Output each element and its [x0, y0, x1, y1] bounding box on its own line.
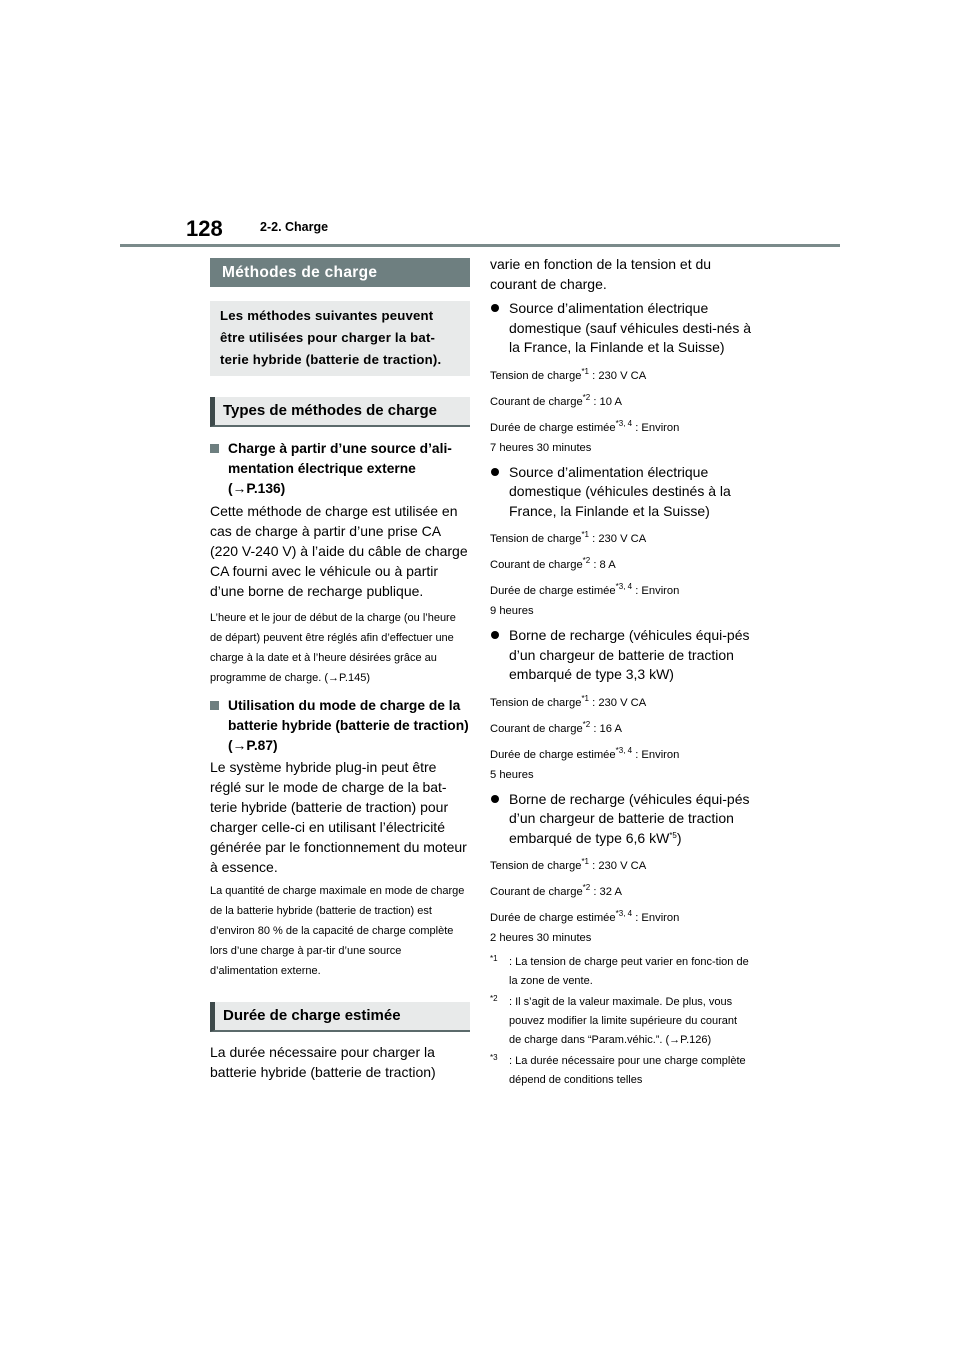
method-item-body: Cette méthode de charge est utilisée en cas de charge à partir d’une prise CA (220 V-240 V) à l’aide du câble de charge CA fourni avec le véhicule ou à partir d’une borne de recharge publique.	[210, 503, 468, 599]
bullet-dot-icon	[491, 468, 499, 476]
spec-current: Courant de charge$^{*2}$ : 8 A	[490, 556, 616, 571]
methods-banner: Méthodes de charge	[210, 258, 470, 287]
bullet-station-3kw	[490, 626, 752, 685]
square-bullet-icon	[210, 444, 219, 453]
method-item-external	[210, 439, 470, 499]
footnote	[490, 953, 752, 991]
footnote-mark: *3	[490, 1053, 498, 1062]
spec-duration-value: 5 heures	[490, 768, 534, 781]
footnote-text: : La tension de charge peut varier en fonc-tion de la zone de vente.	[509, 956, 749, 987]
bullet-title: Borne de recharge (véhicules équi-pés d’un chargeur de batterie de traction embarqué de type 6,6 $kW^{*5}$)	[509, 790, 750, 846]
spec-duration-value: 2 heures 30 minutes	[490, 932, 592, 944]
method-item-note: La quantité de charge maximale en mode de charge de la batterie hybride (batterie de traction) est d’environ 80 % de la capacité de charge complète lors d’une charge à par-tir d’une source d’alimentation externe.	[210, 885, 465, 977]
bullet-dot-icon	[491, 795, 499, 803]
method-item-hybrid-mode	[210, 696, 470, 756]
spec-voltage: Tension de charge$^{*1}$ : 230 V CA	[490, 693, 647, 709]
spec-voltage: Tension de charge$^{*1}$ : 230 V CA	[490, 366, 647, 382]
bullet-domestic-france	[490, 463, 752, 522]
spec-duration-value: 9 heures	[490, 605, 534, 617]
duration-body: La durée nécessaire pour charger la batterie hybride (batterie de traction)	[210, 1044, 436, 1080]
right-column	[490, 254, 752, 1090]
footnote-mark: *1	[490, 954, 498, 963]
bullet-title: Borne de recharge (véhicules équi-pés d’un chargeur de batterie de traction embarqué de type 3,3 kW)	[509, 627, 750, 682]
bullet-title: Source d’alimentation électrique domestique (sauf véhicules desti-nés à la France, la Finlande et la Suisse)	[509, 300, 752, 355]
spec-duration: Durée de charge estimée$^{*3, 4}$ : Environ	[490, 745, 680, 761]
continuation-text: varie en fonction de la tension et du courant de charge.	[490, 256, 712, 292]
bullet-domestic-standard	[490, 299, 752, 358]
spec-voltage: Tension de charge$^{*1}$ : 230 V CA	[490, 857, 647, 872]
spec-duration: Durée de charge estimée$^{*3, 4}$ : Environ	[490, 909, 680, 924]
header-rule	[120, 244, 840, 247]
method-item-title: Charge à partir d’une source d’ali-mentation électrique externe (→P.136)	[228, 441, 452, 496]
duration-heading: Durée de charge estimée	[210, 1002, 470, 1032]
types-heading: Types de méthodes de charge	[210, 397, 470, 427]
left-column	[210, 258, 470, 1082]
page-number: 128	[186, 216, 223, 241]
bullet-dot-icon	[491, 304, 499, 312]
method-item-note: L’heure et le jour de début de la charge (ou l’heure de départ) peuvent être réglés afin d’effectuer une charge à la date et à l’heure désirées grâce au programme de charge. (→P.145)	[210, 612, 456, 684]
bullet-dot-icon	[491, 631, 499, 639]
square-bullet-icon	[210, 701, 219, 710]
footnote-text: : La durée nécessaire pour une charge complète dépend de conditions telles	[509, 1055, 746, 1086]
section-title: 2-2. Charge	[260, 220, 329, 234]
spec-voltage: Tension de charge$^{*1}$ : 230 V CA	[490, 530, 647, 545]
footnote	[490, 1052, 752, 1090]
intro-box: Les méthodes suivantes peuvent être utilisées pour charger la bat-terie hybride (batterie de traction).	[210, 301, 470, 376]
method-item-body: Le système hybride plug-in peut être réglé sur le mode de charge de la bat-terie hybride (batterie de traction) pour charger celle-ci en utilisant l’électricité générée par le fonctionnement du moteur à essence.	[210, 759, 467, 875]
footnote-text: : Il s’agit de la valeur maximale. De plus, vous pouvez modifier la limite supérieure du courant de charge dans “Param.véhic.”. (→P.126)	[509, 996, 738, 1046]
spec-duration-value: 7 heures 30 minutes	[490, 441, 592, 454]
footnote	[490, 993, 752, 1050]
bullet-station-6kw	[490, 790, 752, 849]
bullet-title: Source d’alimentation électrique domestique (véhicules destinés à la France, la Finlande et la Suisse)	[509, 463, 731, 519]
method-item-title: Utilisation du mode de charge de la batterie hybride (batterie de traction) (→P.87)	[228, 698, 469, 753]
footnote-mark: *2	[490, 994, 498, 1003]
spec-duration: Durée de charge estimée$^{*3, 4}$ : Environ	[490, 418, 680, 434]
spec-current: Courant de charge$^{*2}$ : 16 A	[490, 719, 622, 735]
spec-duration: Durée de charge estimée$^{*3, 4}$ : Environ	[490, 582, 680, 597]
spec-current: Courant de charge$^{*2}$ : 10 A	[490, 392, 622, 408]
spec-current: Courant de charge$^{*2}$ : 32 A	[490, 883, 622, 898]
